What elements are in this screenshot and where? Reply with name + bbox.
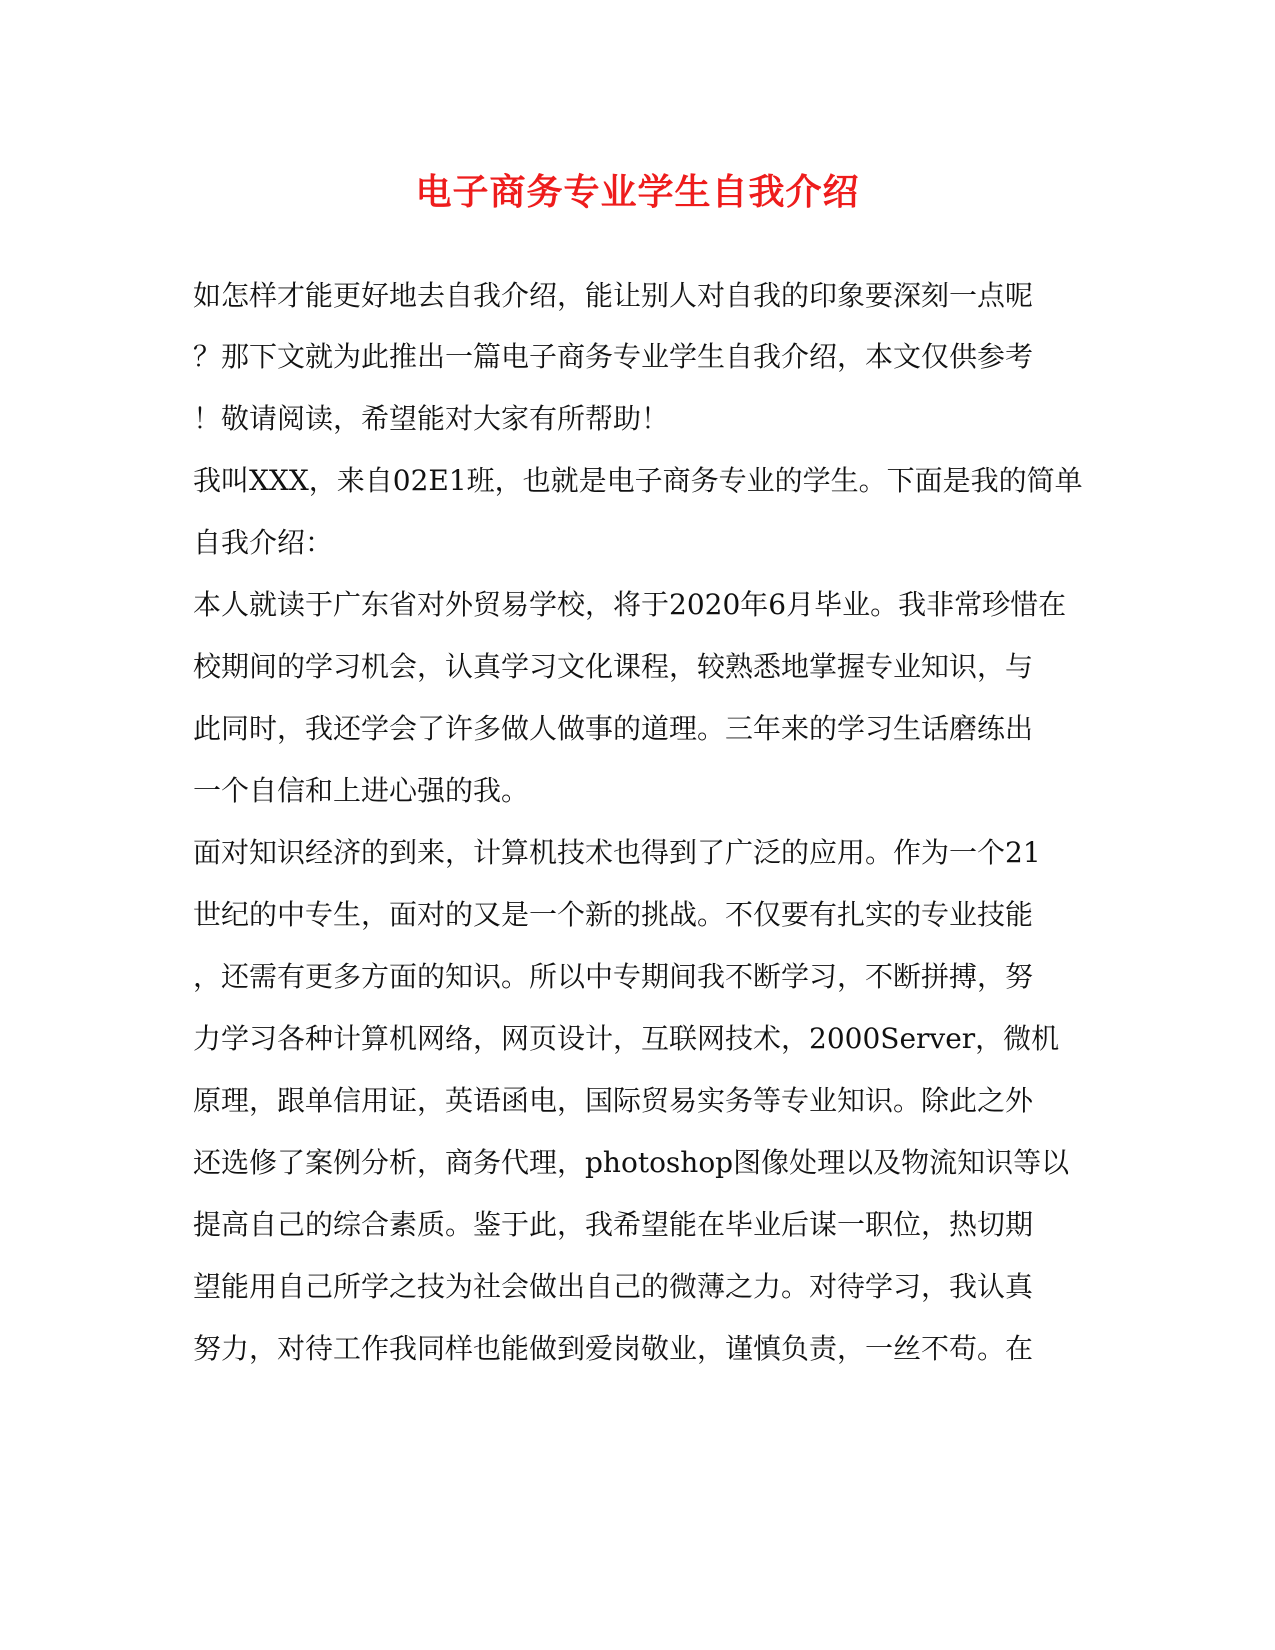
body-line: 自我介绍： xyxy=(193,526,334,559)
body-line: 力学习各种计算机网络，网页设计，互联网技术，2000Server，微机 xyxy=(193,1022,1060,1055)
document-title: 电子商务专业学生自我介绍 xyxy=(415,171,860,213)
body-line: 本人就读于广东省对外贸易学校，将于2020年6月毕业。我非常珍惜在 xyxy=(193,588,1067,621)
body-line: 如怎样才能更好地去自我介绍，能让别人对自我的印象要深刻一点呢 xyxy=(193,279,1034,312)
body-line: 努力，对待工作我同样也能做到爱岗敬业，谨慎负责，一丝不苟。在 xyxy=(193,1332,1034,1365)
body-line: 一个自信和上进心强的我。 xyxy=(193,774,530,807)
body-line: 提高自己的综合素质。鉴于此，我希望能在毕业后谋一职位，热切期 xyxy=(193,1208,1034,1241)
body-line: ！敬请阅读，希望能对大家有所帮助！ xyxy=(193,402,670,435)
body-line: 原理，跟单信用证，英语函电，国际贸易实务等专业知识。除此之外 xyxy=(193,1084,1034,1117)
body-line: 面对知识经济的到来，计算机技术也得到了广泛的应用。作为一个21 xyxy=(193,836,1041,869)
body-line: 我叫XXX，来自02E1班，也就是电子商务专业的学生。下面是我的简单 xyxy=(193,464,1083,497)
body-line: 望能用自己所学之技为社会做出自己的微薄之力。对待学习，我认真 xyxy=(193,1270,1034,1303)
body-line: 此同时，我还学会了许多做人做事的道理。三年来的学习生话磨练出 xyxy=(193,712,1034,745)
body-line: 还选修了案例分析，商务代理，photoshop图像处理以及物流知识等以 xyxy=(193,1146,1070,1179)
body-line: ？那下文就为此推出一篇电子商务专业学生自我介绍，本文仅供参考 xyxy=(193,340,1034,373)
body-line: 世纪的中专生，面对的又是一个新的挑战。不仅要有扎实的专业技能 xyxy=(193,898,1034,931)
body-line: ，还需有更多方面的知识。所以中专期间我不断学习，不断拼搏，努 xyxy=(193,960,1034,993)
body-line: 校期间的学习机会，认真学习文化课程，较熟悉地掌握专业知识，与 xyxy=(193,650,1034,683)
